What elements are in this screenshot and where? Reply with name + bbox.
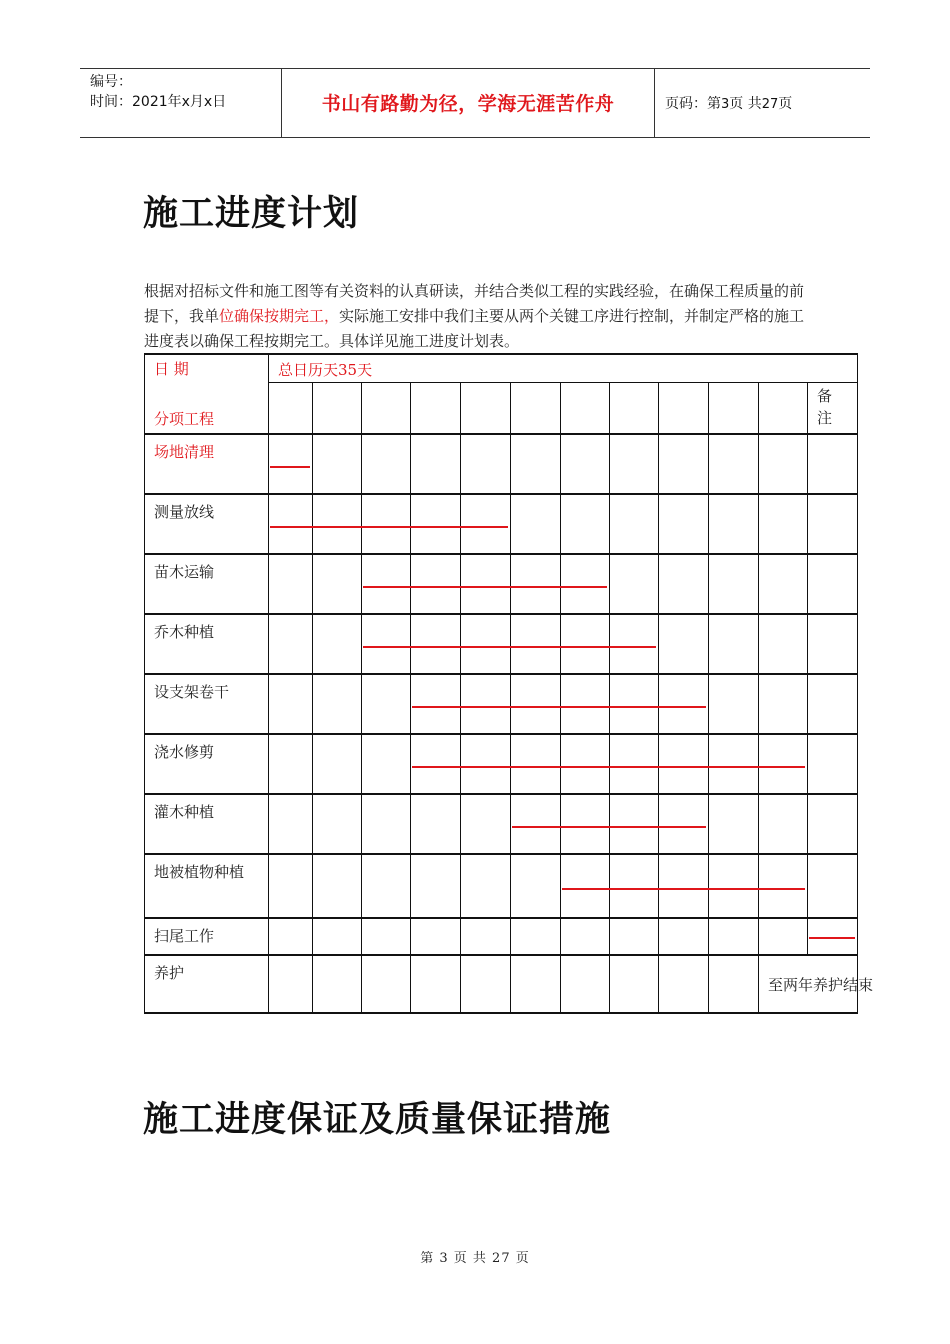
intro-highlight: 位确保按期完工， xyxy=(219,307,340,325)
table-rule xyxy=(144,553,858,555)
intro-text-2: 实际施工安排中我们主要从两个关键工序进行控制，并制定严格的施工进度表以确保工程按期完工。具体详见施工进度计划表。 xyxy=(144,307,805,350)
table-rule xyxy=(361,382,362,1013)
table-rule xyxy=(144,673,858,675)
task-name: 养护 xyxy=(154,964,185,982)
header-divider xyxy=(654,69,655,137)
task-name: 乔木种植 xyxy=(154,623,215,641)
schedule-bar xyxy=(270,466,310,468)
page-prefix: 页码：第 xyxy=(665,96,721,112)
section-title-guarantee: 施工进度保证及质量保证措施 xyxy=(143,1099,612,1140)
task-name: 设支架卷干 xyxy=(154,683,230,701)
schedule-bar xyxy=(270,526,508,528)
table-rule xyxy=(560,382,561,1013)
page-number: 3 xyxy=(721,97,730,112)
table-rule xyxy=(708,382,709,1013)
task-name: 地被植物种植 xyxy=(154,863,245,881)
table-rule xyxy=(144,733,858,735)
intro-text-1: 根据对招标文件和施工图等有关资料的认真研读，并结合类似工程的实践经验，在确保工程质量的前提下，我单 xyxy=(144,282,805,325)
table-rule xyxy=(144,954,858,956)
table-rule xyxy=(144,493,858,495)
table-rule xyxy=(144,433,858,435)
page-header xyxy=(80,68,870,138)
page-footer: 第 3 页 共 27 页 xyxy=(420,1251,530,1266)
schedule-table xyxy=(144,353,874,1014)
schedule-bar xyxy=(809,937,855,939)
table-border xyxy=(144,353,858,355)
task-note: 至两年养护结束 xyxy=(768,976,874,994)
item-label: 分项工程 xyxy=(154,410,215,428)
schedule-bar xyxy=(412,706,706,708)
task-name: 场地清理 xyxy=(154,443,215,461)
table-rule xyxy=(410,382,411,1013)
doc-time-label: 时间：2021年x月x日 xyxy=(90,94,227,110)
intro-paragraph xyxy=(144,279,812,354)
total-days-label: 总日历天35天 xyxy=(278,361,373,379)
table-rule xyxy=(144,793,858,795)
task-name: 苗木运输 xyxy=(154,563,215,581)
schedule-bar xyxy=(363,586,607,588)
table-rule xyxy=(460,382,461,1013)
schedule-bar xyxy=(412,766,805,768)
table-rule xyxy=(144,613,858,615)
header-motto: 书山有路勤为径，学海无涯苦作舟 xyxy=(321,93,615,115)
page-total: 27 xyxy=(761,97,779,112)
table-rule xyxy=(807,382,808,954)
table-rule xyxy=(658,382,659,1013)
table-rule xyxy=(144,917,858,919)
page-suffix: 页 xyxy=(778,96,793,112)
table-border xyxy=(144,1012,858,1014)
table-border xyxy=(144,353,145,1013)
date-label: 日 期 xyxy=(154,360,189,378)
schedule-bar xyxy=(512,826,706,828)
task-name: 测量放线 xyxy=(154,503,215,521)
task-name: 浇水修剪 xyxy=(154,743,215,761)
section-title-schedule: 施工进度计划 xyxy=(143,193,360,234)
page-mid: 页 共 xyxy=(729,96,762,112)
table-rule xyxy=(510,382,511,1013)
header-page-info xyxy=(665,93,792,113)
table-rule xyxy=(144,853,858,855)
task-name: 扫尾工作 xyxy=(154,927,215,945)
header-meta xyxy=(90,72,226,112)
table-rule xyxy=(758,382,759,1013)
schedule-bar xyxy=(562,888,805,890)
table-rule xyxy=(312,382,313,1013)
table-rule xyxy=(268,353,269,1013)
table-rule xyxy=(268,382,858,383)
table-rule xyxy=(609,382,610,1013)
task-name: 灌木种植 xyxy=(154,803,215,821)
doc-number-label: 编号： xyxy=(90,74,132,90)
remarks-header: 备 注 xyxy=(817,387,833,427)
table-border xyxy=(857,353,858,1013)
schedule-bar xyxy=(363,646,656,648)
